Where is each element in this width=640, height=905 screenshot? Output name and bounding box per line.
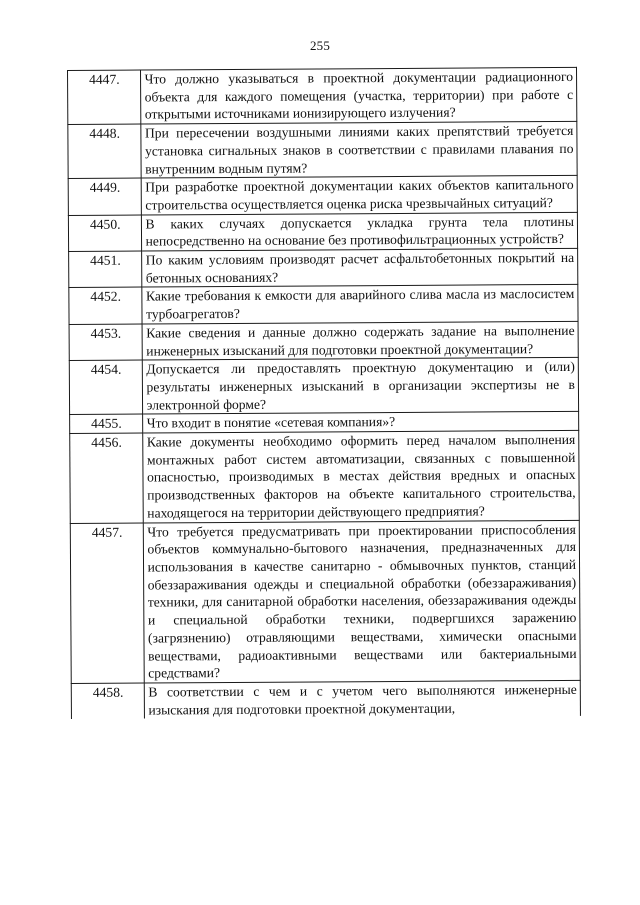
question-number: 4449.: [68, 178, 141, 215]
table-row: [69, 248, 578, 288]
question-text: Какие требования к емкости для аварийного слива масла из маслосистем турбоагрегатов?: [141, 285, 578, 324]
question-number: 4454.: [69, 360, 142, 415]
question-text: Что требуется предусматривать при проектировании приспособления объектов коммунально-бытового назначения, предназначенных для использования в качестве санитарно - обмывочных пунктов, станций обеззараживания одежды и специальной обработки (обеззараживания) техники, для санитарной обработки населения, обеззараживания одежды и специальной обработки техники, подвергшихся заражению (загрязнению) отравляющими веществами, химически опасными веществами, радиоактивными веществами или бактериальными средствами?: [143, 520, 580, 683]
question-text: Какие сведения и данные должно содержать задание на выполнение инженерных изысканий для подготовки проектной документации?: [142, 321, 579, 360]
question-text: Какие документы необходимо оформить перед началом выполнения монтажных работ систем автоматизации, связанных с повышенной опасностью, производимых в местах действия вредных и опасных производственных факторов на объекте капитального строительства, находящегося на территории действующего предприятия?: [142, 430, 579, 522]
table-row: [68, 121, 577, 178]
question-text: Что входит в понятие «сетевая компания»?: [142, 412, 579, 433]
question-number: 4448.: [68, 124, 141, 179]
table-row: [69, 358, 578, 415]
table-row: [70, 430, 580, 523]
question-number: 4458.: [71, 683, 144, 719]
question-number: 4451.: [69, 251, 142, 288]
table-row: [69, 285, 578, 325]
table-row: [69, 321, 578, 361]
question-text: При пересечении воздушными линиями каких препятствий требуется установка сигнальных знаков в соответствии с правилами плавания по внутренним водным путям?: [140, 121, 577, 178]
question-number: 4455.: [70, 414, 143, 433]
question-text: В соответствии с чем и с учетом чего выполняются инженерные изыскания для подготовки проектной документации,: [144, 680, 581, 719]
table-row: [68, 176, 577, 216]
table-row: [68, 212, 577, 252]
question-number: 4452.: [69, 287, 142, 324]
table-row: [71, 680, 580, 719]
questions-table: [67, 67, 581, 719]
question-text: При разработке проектной документации каких объектов капитального строительства осуществляется оценка риска чрезвычайных ситуаций?: [141, 176, 578, 215]
question-text: По каким условиям производят расчет асфальтобетонных покрытий на бетонных основаниях?: [141, 248, 578, 287]
question-text: В каких случаях допускается укладка грунта тела плотины непосредственно на основание без противофильтрационных устройств?: [141, 212, 578, 251]
question-text: Допускается ли предоставлять проектную документацию и (или) результаты инженерных изысканий в организации экспертизы не в электронной форме?: [142, 358, 579, 415]
question-number: 4450.: [68, 215, 141, 252]
question-number: 4457.: [70, 523, 144, 684]
table-row: [68, 67, 577, 124]
table-row: [70, 520, 580, 683]
question-text: Что должно указываться в проектной документации радиационного объекта для каждого помещения (участка, территории) при работе с открытыми источниками ионизирующего излучения?: [140, 67, 577, 124]
page-number: 255: [309, 38, 331, 53]
question-number: 4447.: [68, 70, 141, 125]
question-number: 4453.: [69, 324, 142, 361]
question-number: 4456.: [70, 433, 143, 523]
